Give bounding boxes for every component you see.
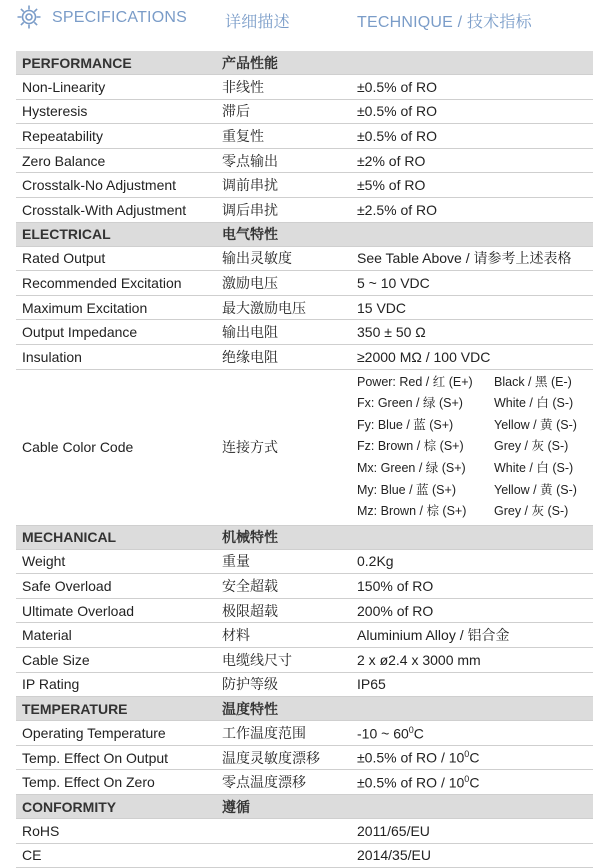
row-label-en: Zero Balance (16, 148, 216, 173)
header-title-en: SPECIFICATIONS (52, 9, 187, 26)
spec-table (16, 51, 593, 868)
table-row (16, 623, 593, 648)
table-row (16, 148, 593, 173)
section-header-electrical (16, 222, 593, 246)
table-row (16, 549, 593, 574)
table-row (16, 295, 593, 320)
row-value: 0.2Kg (351, 549, 593, 574)
row-value: 350 ± 50 Ω (351, 320, 593, 345)
section-title-en: TEMPERATURE (16, 697, 216, 721)
table-row (16, 770, 593, 795)
row-label-en: Ultimate Overload (16, 598, 216, 623)
row-label-en: Temp. Effect On Output (16, 745, 216, 770)
cable-color-negative: White / 白 (S-) (494, 460, 574, 475)
row-value: ±2% of RO (351, 148, 593, 173)
cable-color-line (357, 436, 593, 458)
row-label-cn: 安全超载 (216, 574, 351, 599)
row-value: ≥2000 MΩ / 100 VDC (351, 344, 593, 369)
row-value (351, 721, 593, 746)
row-label-cn: 输出灵敏度 (216, 246, 351, 271)
section-title-en: PERFORMANCE (16, 51, 216, 75)
row-value: IP65 (351, 672, 593, 697)
row-label-cn (216, 843, 351, 868)
table-row (16, 124, 593, 149)
row-label-en: CE (16, 843, 216, 868)
section-header-mechanical (16, 525, 593, 549)
row-value: 5 ~ 10 VDC (351, 271, 593, 296)
table-row (16, 271, 593, 296)
row-label-cn: 零点输出 (216, 148, 351, 173)
section-title-en: CONFORMITY (16, 795, 216, 819)
header-title-cn: 详细描述 (225, 14, 290, 31)
row-label-en: Weight (16, 549, 216, 574)
section-title-cn: 电气特性 (216, 222, 351, 246)
row-label-cn: 调前串扰 (216, 173, 351, 198)
row-label-en: RoHS (16, 819, 216, 844)
table-row (16, 173, 593, 198)
cable-color-row (16, 369, 593, 525)
cable-color-positive: My: Blue / 蓝 (S+) (357, 482, 456, 497)
cable-color-line (357, 480, 593, 502)
row-label-en: Repeatability (16, 124, 216, 149)
row-label-en: Temp. Effect On Zero (16, 770, 216, 795)
cable-color-line (357, 372, 593, 394)
row-value: ±0.5% of RO (351, 124, 593, 149)
row-value: 2011/65/EU (351, 819, 593, 844)
degree-sup: 0 (408, 724, 414, 735)
row-label-en: IP Rating (16, 672, 216, 697)
row-value (351, 770, 593, 795)
row-label-cn: 极限超载 (216, 598, 351, 623)
section-header-performance (16, 51, 593, 75)
row-label-cn: 工作温度范围 (216, 721, 351, 746)
table-row (16, 672, 593, 697)
cable-color-line (357, 458, 593, 480)
cable-color-negative: Yellow / 黄 (S-) (494, 482, 577, 497)
row-label-en: Insulation (16, 344, 216, 369)
row-label-cn: 激励电压 (216, 271, 351, 296)
row-label-cn: 温度灵敏度漂移 (216, 745, 351, 770)
table-row (16, 197, 593, 222)
cable-color-positive: Fy: Blue / 蓝 (S+) (357, 417, 454, 432)
row-label-en: Output Impedance (16, 320, 216, 345)
cable-color-positive: Fx: Green / 绿 (S+) (357, 396, 463, 411)
row-label-cn: 材料 (216, 623, 351, 648)
row-label-cn: 输出电阻 (216, 320, 351, 345)
row-label-cn: 连接方式 (216, 369, 351, 525)
table-row (16, 819, 593, 844)
row-label-en: Crosstalk-No Adjustment (16, 173, 216, 198)
row-label-cn: 调后串扰 (216, 197, 351, 222)
row-label-cn: 滞后 (216, 99, 351, 124)
row-label-cn (216, 819, 351, 844)
row-label-en: Maximum Excitation (16, 295, 216, 320)
row-label-en: Rated Output (16, 246, 216, 271)
row-label-en: Operating Temperature (16, 721, 216, 746)
table-row (16, 75, 593, 100)
unit-text: C (413, 725, 424, 742)
unit-text: C (469, 749, 480, 766)
row-value: ±5% of RO (351, 173, 593, 198)
table-row (16, 721, 593, 746)
row-label-en: Non-Linearity (16, 75, 216, 100)
table-row (16, 320, 593, 345)
row-label-en: Hysteresis (16, 99, 216, 124)
row-value: 200% of RO (351, 598, 593, 623)
spec-header (0, 0, 606, 40)
cable-color-line (357, 415, 593, 437)
section-spacer (351, 525, 593, 549)
cable-color-line (357, 501, 593, 523)
row-value: 150% of RO (351, 574, 593, 599)
row-label-cn: 绝缘电阻 (216, 344, 351, 369)
section-title-en: ELECTRICAL (16, 222, 216, 246)
row-label-cn: 电缆线尺寸 (216, 648, 351, 673)
section-title-cn: 温度特性 (216, 697, 351, 721)
row-label-cn: 防护等级 (216, 672, 351, 697)
row-value: 2 x ø2.4 x 3000 mm (351, 648, 593, 673)
degree-sup: 0 (464, 749, 470, 760)
table-row (16, 344, 593, 369)
cable-color-negative: Grey / 灰 (S-) (494, 439, 569, 454)
unit-text: C (469, 774, 480, 791)
value-text: ±0.5% of RO / 10 (357, 749, 465, 766)
row-value: 2014/35/EU (351, 843, 593, 868)
cable-color-positive: Fz: Brown / 棕 (S+) (357, 439, 464, 454)
row-label-en: Cable Color Code (16, 369, 216, 525)
cable-color-negative: Grey / 灰 (S-) (494, 504, 569, 519)
section-title-cn: 遵循 (216, 795, 351, 819)
row-label-en: Cable Size (16, 648, 216, 673)
cable-color-line (357, 393, 593, 415)
row-label-cn: 零点温度漂移 (216, 770, 351, 795)
section-title-cn: 机械特性 (216, 525, 351, 549)
table-row (16, 745, 593, 770)
table-row (16, 574, 593, 599)
row-value: 15 VDC (351, 295, 593, 320)
row-value: Aluminium Alloy / 铝合金 (351, 623, 593, 648)
row-label-en: Crosstalk-With Adjustment (16, 197, 216, 222)
row-value: ±2.5% of RO (351, 197, 593, 222)
row-label-en: Safe Overload (16, 574, 216, 599)
row-label-cn: 重复性 (216, 124, 351, 149)
section-header-conformity (16, 795, 593, 819)
table-row (16, 648, 593, 673)
cable-color-negative: White / 白 (S-) (494, 396, 574, 411)
row-label-cn: 最大激励电压 (216, 295, 351, 320)
section-spacer (351, 795, 593, 819)
cable-color-negative: Yellow / 黄 (S-) (494, 417, 577, 432)
cable-color-list (351, 369, 593, 525)
section-title-cn: 产品性能 (216, 51, 351, 75)
cable-color-positive: Mz: Brown / 棕 (S+) (357, 504, 467, 519)
row-value: ±0.5% of RO (351, 75, 593, 100)
section-header-temperature (16, 697, 593, 721)
table-row (16, 843, 593, 868)
table-row (16, 598, 593, 623)
row-value: ±0.5% of RO (351, 99, 593, 124)
value-text: ±0.5% of RO / 10 (357, 774, 465, 791)
cable-color-positive: Mx: Green / 绿 (S+) (357, 460, 466, 475)
table-row (16, 99, 593, 124)
row-label-en: Recommended Excitation (16, 271, 216, 296)
header-title-technique: TECHNIQUE / 技术指标 (357, 14, 532, 31)
cable-color-negative: Black / 黑 (E-) (494, 374, 572, 389)
gear-icon (16, 4, 42, 30)
row-value: See Table Above / 请参考上述表格 (351, 246, 593, 271)
section-title-en: MECHANICAL (16, 525, 216, 549)
value-text: -10 ~ 60 (357, 725, 409, 742)
row-label-en: Material (16, 623, 216, 648)
row-value (351, 745, 593, 770)
section-spacer (351, 51, 593, 75)
degree-sup: 0 (464, 773, 470, 784)
row-label-cn: 非线性 (216, 75, 351, 100)
table-row (16, 246, 593, 271)
section-spacer (351, 697, 593, 721)
cable-color-positive: Power: Red / 红 (E+) (357, 374, 473, 389)
section-spacer (351, 222, 593, 246)
row-label-cn: 重量 (216, 549, 351, 574)
